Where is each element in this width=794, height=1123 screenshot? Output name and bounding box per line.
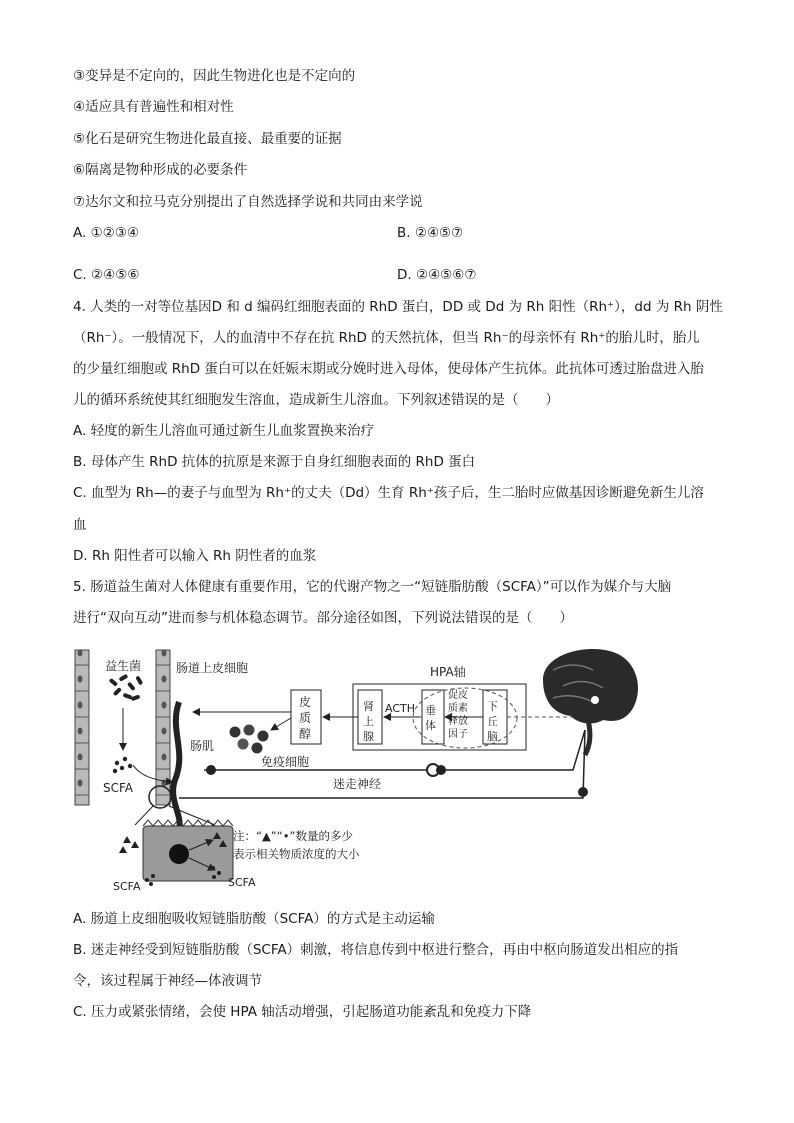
gut-muscle [173,702,180,830]
q4-option-c: C. 血型为 Rh—的妻子与血型为 Rh⁺的丈夫（Dd）生育 Rh⁺孩子后，生二胎时应做基因诊断避免新生儿溶 [73,485,704,501]
figure-note-line1: 注：“▲”“•”数量的多少 [233,829,353,843]
q4-stem-line: 儿的循环系统使其红细胞发生溶血，造成新生儿溶血。下列叙述错误的是（ ） [73,392,559,408]
q5-option-a: A. 肠道上皮细胞吸收短链脂肪酸（SCFA）的方式是主动运输 [73,911,435,927]
q4-option-b: B. 母体产生 RhD 抗体的抗原是来源于自身红细胞表面的 RhD 蛋白 [73,454,476,470]
label-acth: ACTH [385,702,416,715]
q5-option-b-continued: 令，该过程属于神经—体液调节 [73,973,262,989]
q3-option-a: A. ①②③④ [73,225,139,241]
q4-option-a: A. 轻度的新生儿溶血可通过新生儿血浆置换来治疗 [73,423,375,439]
figure-note-line2: 表示相关物质浓度的大小 [233,847,360,861]
brain-icon [543,649,638,755]
label-hypothalamus: 下丘脑 [487,700,498,743]
label-hpa: HPA轴 [430,665,466,679]
label-immune: 免疫细胞 [261,755,310,769]
q4-stem-line: 4. 人类的一对等位基因D 和 d 编码红细胞表面的 RhD 蛋白，DD 或 Dd 为 Rh 阳性（Rh⁺），dd 为 Rh 阴性 [73,299,723,315]
q4-option-d: D. Rh 阳性者可以输入 Rh 阴性者的血浆 [73,548,317,564]
label-adrenal: 肾上腺 [363,700,374,743]
scfa-dots-left [113,757,132,773]
label-scfa-bottom-right: SCFA [228,876,256,889]
label-cortisol: 皮质醇 [299,695,312,741]
q3-item-4: ④适应具有普遍性和相对性 [73,99,234,115]
label-scfa-left: SCFA [103,781,134,795]
q3-item-7: ⑦达尔文和拉马克分别提出了自然选择学说和共同由来学说 [73,194,423,210]
q5-diagram [73,640,713,899]
label-muscle: 肠肌 [190,739,215,753]
q5-option-b: B. 迷走神经受到短链脂肪酸（SCFA）刺激，将信息传到中枢进行整合，再由中枢向肠道发出相应的指 [73,942,679,958]
q3-item-5: ⑤化石是研究生物进化最直接、最重要的证据 [73,131,342,147]
q4-stem-line: 的少量红细胞或 RhD 蛋白可以在妊娠末期或分娩时进入母体，使母体产生抗体。此抗体可透过胎盘进入胎 [73,361,704,377]
q5-option-c: C. 压力或紧张情绪，会使 HPA 轴活动增强，引起肠道功能紊乱和免疫力下降 [73,1004,532,1020]
q4-option-c-continued: 血 [73,517,87,533]
q3-option-c: C. ②④⑤⑥ [73,267,140,283]
immune-cells [230,725,269,754]
label-probiotic: 益生菌 [105,659,142,673]
q3-item-6: ⑥隔离是物种形成的必要条件 [73,162,248,178]
label-pituitary: 垂体 [425,704,436,732]
q4-stem-line: （Rh⁻）。一般情况下，人的血清中不存在抗 RhD 的天然抗体，但当 Rh⁻的母亲怀有 Rh⁺的胎儿时，胎儿 [73,330,700,346]
q3-option-d: D. ②④⑤⑥⑦ [397,267,477,283]
label-epithelium: 肠道上皮细胞 [176,661,249,675]
label-vagus: 迷走神经 [333,777,382,791]
q3-item-3: ③变异是不定向的，因此生物进化也是不定向的 [73,68,356,84]
q3-option-b: B. ②④⑤⑦ [397,225,464,241]
probiotic-bacteria [109,674,144,701]
label-scfa-bottom-left: SCFA [113,880,141,893]
q5-stem-line: 进行“双向互动”进而参与机体稳态调节。部分途径如图，下列说法错误的是（ ） [73,610,573,626]
epithelium-left-column [75,650,89,805]
label-crh: 促皮质素释放因子 [448,690,468,740]
q5-stem-line: 5. 肠道益生菌对人体健康有重要作用，它的代谢产物之一“短链脂肪酸（SCFA）”可以作为媒介与大脑 [73,579,672,595]
